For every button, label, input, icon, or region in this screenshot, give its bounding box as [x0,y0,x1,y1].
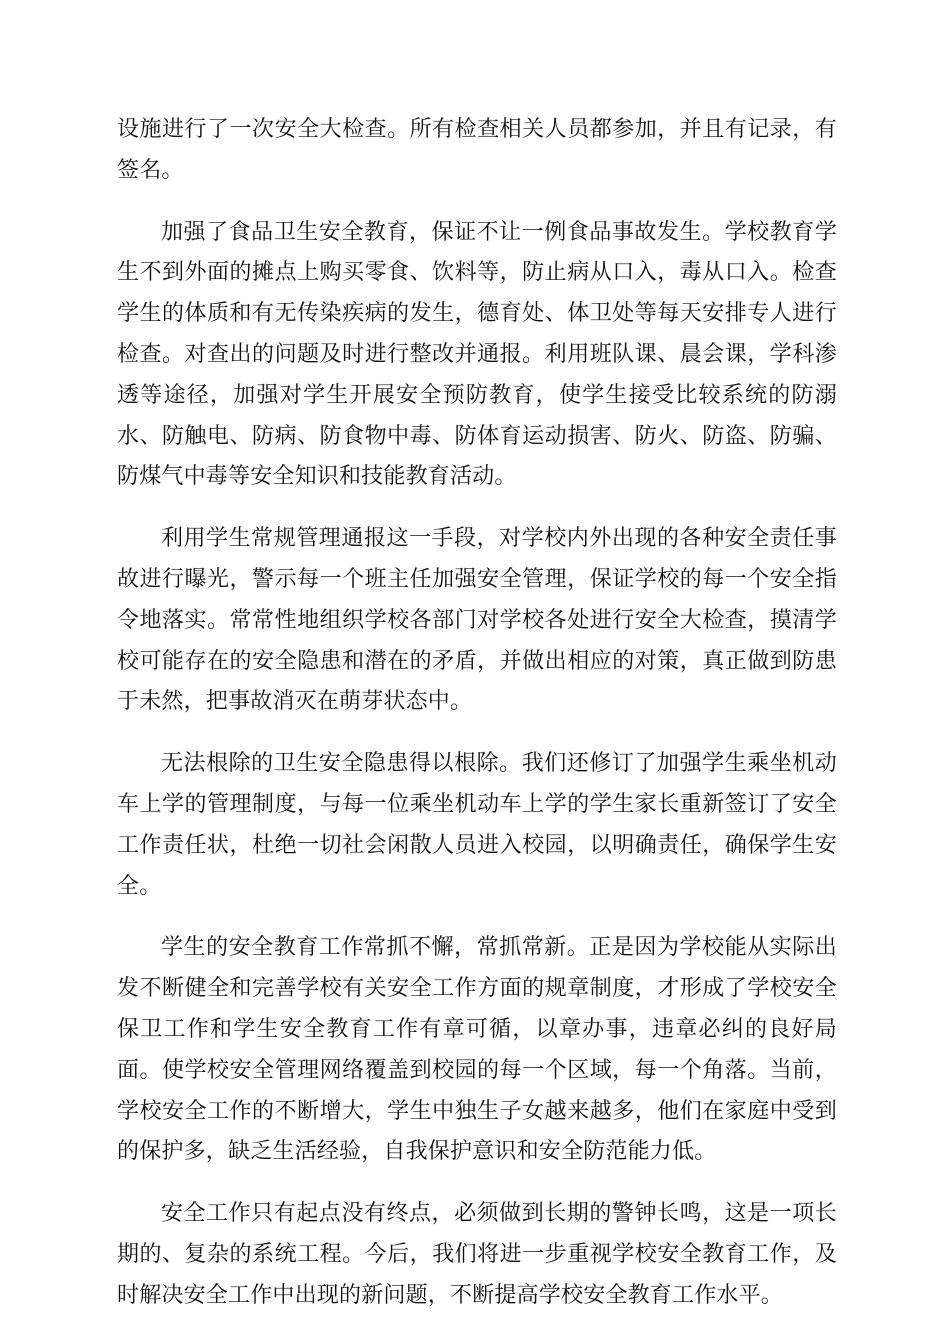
paragraph-4: 无法根除的卫生安全隐患得以根除。我们还修订了加强学生乘坐机动车上学的管理制度，与每一位乘坐机动车上学的学生家长重新签订了安全工作责任状，杜绝一切社会闲散人员进入校园，以明确责任，确保学生安全。 [117,751,837,899]
paragraph-1: 设施进行了一次安全大检查。所有检查相关人员都参加，并且有记录，有签名。 [117,117,837,183]
document-body [117,110,837,1338]
paragraph-2: 加强了食品卫生安全教育，保证不让一例食品事故发生。学校教育学生不到外面的摊点上购买零食、饮料等，防止病从口入，毒从口入。检查学生的体质和有无传染疾病的发生，德育处、体卫处等每天安排专人进行检查。对查出的问题及时进行整改并通报。利用班队课、晨会课，学科渗透等途径，加强对学生开展安全预防教育，使学生接受比较系统的防溺水、防触电、防病、防食物中毒、防体育运动损害、防火、防盗、防骗、防煤气中毒等安全知识和技能教育活动。 [117,219,837,490]
paragraph-5: 学生的安全教育工作常抓不懈，常抓常新。正是因为学校能从实际出发不断健全和完善学校有关安全工作方面的规章制度，才形成了学校安全保卫工作和学生安全教育工作有章可循，以章办事，违章必纠的良好局面。使学校安全管理网络覆盖到校园的每一个区域，每一个角落。当前，学校安全工作的不断增大，学生中独生子女越来越多，他们在家庭中受到的保护多，缺乏生活经验，自我保护意识和安全防范能力低。 [117,935,837,1165]
paragraph-3: 利用学生常规管理通报这一手段，对学校内外出现的各种安全责任事故进行曝光，警示每一个班主任加强安全管理，保证学校的每一个安全指令地落实。常常性地组织学校各部门对学校各处进行安全大检查，摸清学校可能存在的安全隐患和潜在的矛盾，并做出相应的对策，真正做到防患于未然，把事故消灭在萌芽状态中。 [117,526,837,715]
paragraph-6: 安全工作只有起点没有终点，必须做到长期的警钟长鸣，这是一项长期的、复杂的系统工程。今后，我们将进一步重视学校安全教育工作，及时解决安全工作中出现的新问题，不断提高学校安全教育工作水平。 [117,1201,837,1308]
